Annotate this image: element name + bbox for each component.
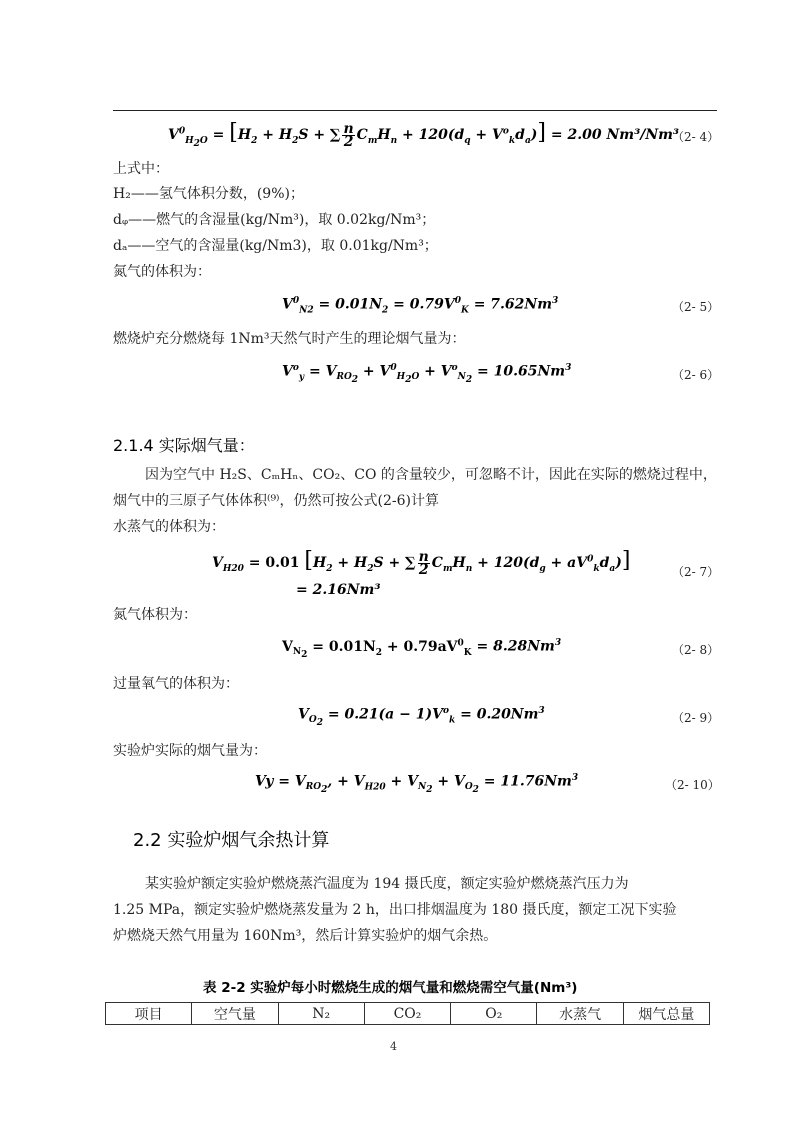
equation-2-6: $V^o_y = V_{RO_2} + V^0_{H_2O} + V^o_{N_2} = 10.65Nm^3$ bbox=[282, 363, 572, 386]
page-number: 4 bbox=[390, 1040, 397, 1053]
text-line: dₐ——空气的含湿量(kg/Nm3)，取 0.01kg/Nm³； bbox=[113, 238, 438, 254]
table-header-cell: O₂ bbox=[451, 1003, 537, 1025]
table-header-cell: 项目 bbox=[106, 1003, 192, 1025]
text-line: 氮气体积为： bbox=[113, 607, 197, 623]
text-line: dᵩ——燃气的含湿量(kg/Nm³)，取 0.02kg/Nm³； bbox=[113, 212, 436, 228]
paragraph-line: 炉燃烧天然气用量为 160Nm³，然后计算实验炉的烟气余热。 bbox=[113, 928, 498, 944]
equation-2-9: $V_{O_2} = 0.21(a - 1)V^o_k = 0.20Nm^3$ bbox=[298, 706, 545, 729]
header-rule bbox=[113, 110, 717, 111]
section-heading-2-2: 2.2 实验炉烟气余热计算 bbox=[133, 830, 330, 851]
eq-number-2-4: （2- 4） bbox=[672, 130, 720, 144]
eq-number-2-9: （2- 9） bbox=[672, 711, 720, 725]
equation-2-5: $V^0_{N2} = 0.01N_2 = 0.79V^0_K = 7.62Nm^3$ bbox=[282, 296, 559, 316]
equation-2-4: $V^0_{H_2O} = [H_2 + H_2S$ + ∑ $\frac{n}{2}$ $C_mH_n + 120(d_q + V^o_kd_a)] = 2.00$ Nm³/Nm³ bbox=[168, 120, 680, 150]
gas-volume-table bbox=[105, 1002, 710, 1025]
paragraph-line: 某实验炉额定实验炉燃烧蒸汽温度为 194 摄氏度，额定实验炉燃烧蒸汽压力为 bbox=[145, 876, 629, 892]
paragraph-line: 1.25 MPa，额定实验炉燃烧蒸发量为 2 h，出口排烟温度为 180 摄氏度，额定工况下实验 bbox=[113, 902, 677, 918]
table-header-cell: N₂ bbox=[278, 1003, 364, 1025]
text-line: 氮气的体积为： bbox=[113, 264, 211, 280]
table-header-cell: CO₂ bbox=[364, 1003, 450, 1025]
table-header-cell: 空气量 bbox=[192, 1003, 278, 1025]
eq-number-2-8: （2- 8） bbox=[672, 643, 720, 657]
text-line: H₂——氢气体积分数，(9%)； bbox=[113, 186, 304, 202]
equation-2-7-result: = 2.16Nm³ bbox=[296, 582, 381, 598]
table-header-cell: 烟气总量 bbox=[623, 1003, 709, 1025]
text-line: 过量氧气的体积为： bbox=[113, 676, 239, 692]
section-heading-2-1-4: 2.1.4 实际烟气量： bbox=[113, 436, 255, 455]
equation-2-7: $V_{H20} = 0.01$ [$H_2 + H_2S$ + ∑ $\frac{n}{2}$ $C_mH_n + 120(d_g + aV^0_kd_a)$] bbox=[212, 548, 631, 578]
text-line: 实验炉实际的烟气量为： bbox=[113, 743, 267, 759]
eq-number-2-10: （2- 10） bbox=[665, 778, 720, 792]
table-header-cell: 水蒸气 bbox=[537, 1003, 623, 1025]
eq-number-2-6: （2- 6） bbox=[672, 368, 720, 382]
table-caption: 表 2-2 实验炉每小时燃烧生成的烟气量和燃烧需空气量(Nm³) bbox=[203, 980, 578, 996]
text-line: 水蒸气的体积为： bbox=[113, 519, 225, 535]
paragraph-line: 因为空气中 H₂S、CₘHₙ、CO₂、CO 的含量较少，可忽略不计，因此在实际的燃烧过程中， bbox=[145, 467, 717, 483]
equation-2-8: $V_{N_2} = 0.01N_2 + 0.79aV^0_K = 8.28Nm^3$ bbox=[282, 638, 562, 661]
table-header-row bbox=[106, 1003, 710, 1025]
equation-2-4-result: = 2.00 Nm³/Nm³ bbox=[550, 127, 680, 143]
paragraph-line: 烟气中的三原子气体体积⁽⁹⁾，仍然可按公式(2-6)计算 bbox=[113, 493, 439, 509]
eq-number-2-5: （2- 5） bbox=[672, 300, 720, 314]
eq-number-2-7: （2- 7） bbox=[672, 565, 720, 579]
equation-2-10: $Vy = V_{RO_2}$, + $V_{H20} + V_{N_2} + V_{O_2} = 11.76Nm^3$ bbox=[255, 773, 579, 796]
text-line: 上式中： bbox=[113, 161, 169, 177]
text-line: 燃烧炉充分燃烧每 1Nm³天然气时产生的理论烟气量为： bbox=[113, 331, 466, 347]
